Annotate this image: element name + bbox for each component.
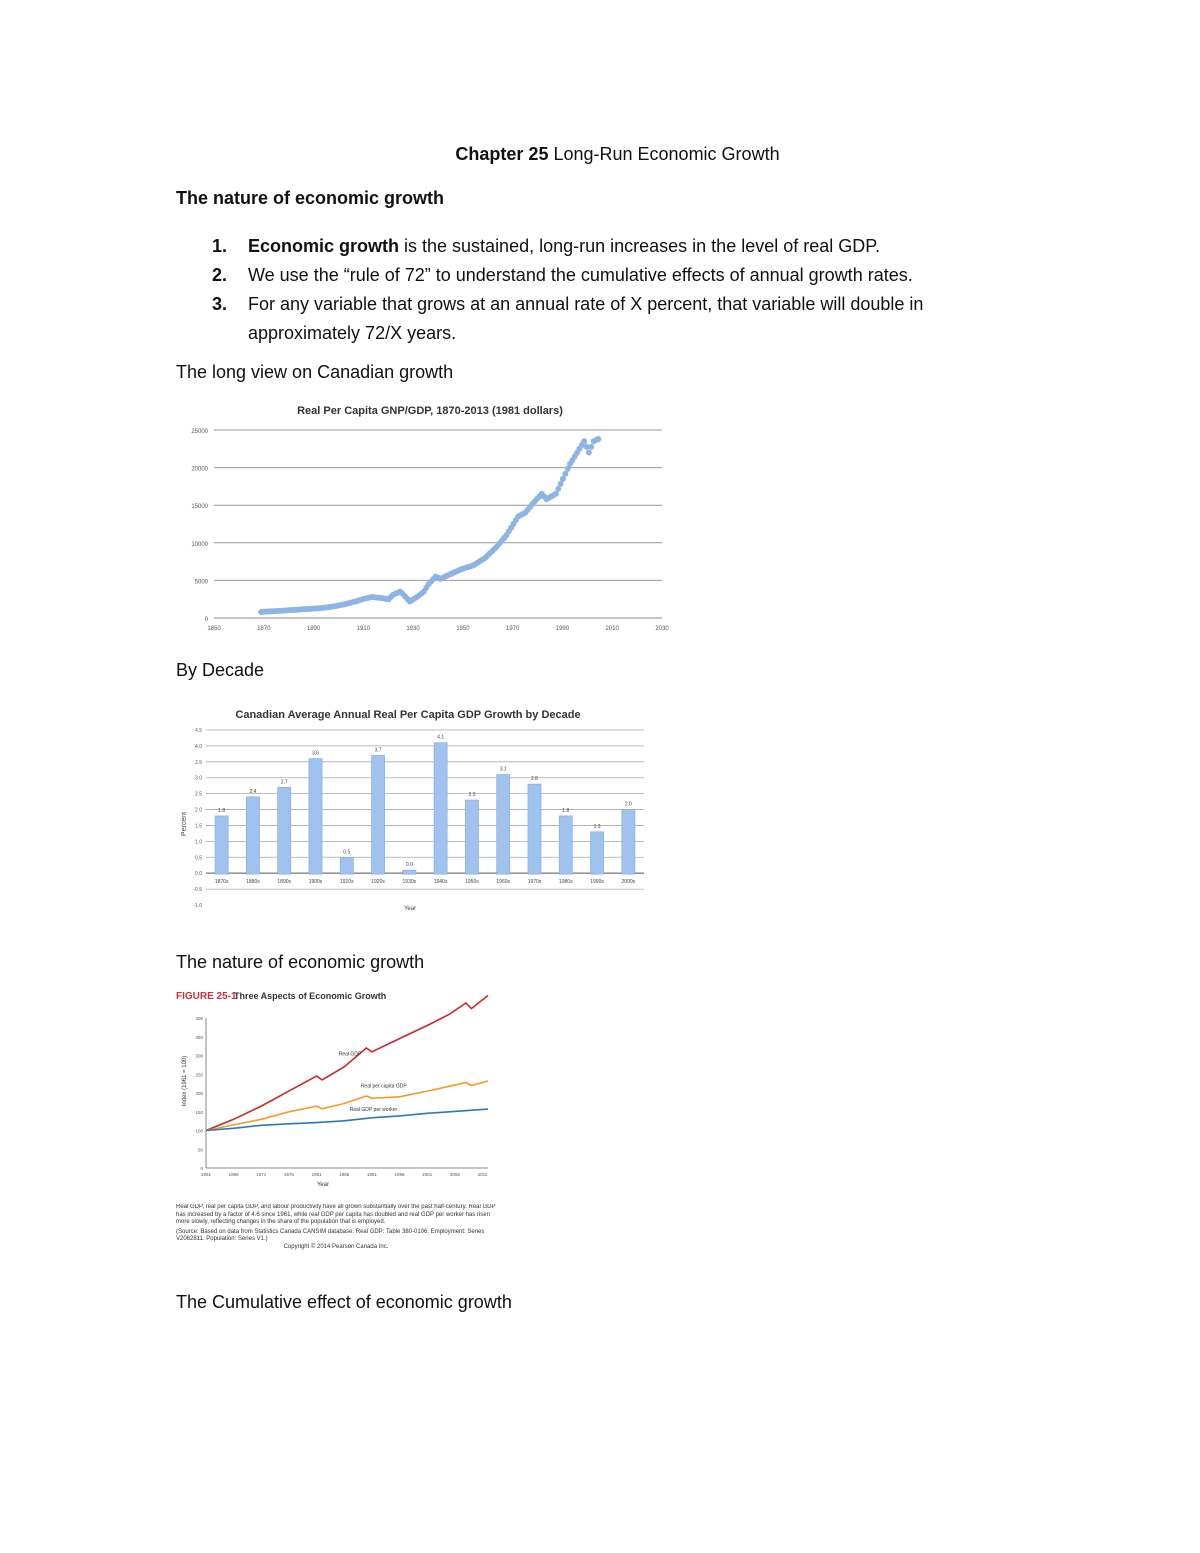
data-point bbox=[595, 436, 601, 442]
x-tick-labels bbox=[201, 1172, 488, 1177]
data-point bbox=[586, 450, 592, 456]
series-label: Real per capita GDP bbox=[360, 1083, 407, 1090]
long-view-heading: The long view on Canadian growth bbox=[176, 362, 454, 382]
list-item bbox=[176, 290, 1016, 348]
category-label: 1930s bbox=[402, 879, 417, 886]
cumulative-heading: The Cumulative effect of economic growth bbox=[176, 1292, 512, 1312]
bar bbox=[591, 832, 604, 874]
series-line bbox=[206, 1081, 488, 1131]
item-text: We use the “rule of 72” to understand the cumulative effects of annual growth rates. bbox=[248, 265, 913, 285]
item-number: 3. bbox=[212, 294, 228, 314]
y-tick-label: 2.5 bbox=[195, 791, 202, 798]
x-tick-label: 1966 bbox=[228, 1172, 239, 1177]
category-label: 1990s bbox=[590, 879, 604, 886]
y-tick-label: 3.5 bbox=[195, 759, 202, 766]
category-label: 1950s bbox=[465, 879, 479, 886]
data-label: 2.0 bbox=[624, 801, 632, 808]
title-rest: Long-Run Economic Growth bbox=[548, 144, 780, 164]
y-tick-labels bbox=[191, 429, 208, 623]
x-tick-label: 2011 bbox=[477, 1172, 488, 1177]
bars bbox=[215, 735, 636, 885]
series-label: Real GDP per worker bbox=[349, 1107, 398, 1113]
section-heading-nature: The nature of economic growth bbox=[176, 188, 445, 208]
item-text: For any variable that grows at an annual rate of X percent, that variable will double in approximately 72/X years. bbox=[248, 294, 924, 343]
gridlines bbox=[214, 430, 662, 618]
y-tick-labels bbox=[195, 1016, 203, 1171]
y-tick-labels bbox=[193, 728, 202, 909]
list-item bbox=[176, 232, 1016, 261]
y-tick-label: 0 bbox=[204, 617, 208, 623]
category-label: 1980s bbox=[558, 879, 573, 886]
y-tick-label: 50 bbox=[197, 1147, 203, 1153]
category-label: 1900s bbox=[308, 879, 323, 886]
y-tick-label: 400 bbox=[195, 1016, 203, 1021]
data-point bbox=[588, 444, 594, 450]
y-axis-label: Percent bbox=[181, 811, 188, 837]
category-label: 1910s bbox=[339, 879, 354, 886]
x-tick-label: 1961 bbox=[200, 1172, 212, 1177]
category-label: 1970s bbox=[527, 879, 542, 886]
bar bbox=[528, 784, 541, 874]
data-label: 4.1 bbox=[437, 734, 445, 741]
bar bbox=[215, 816, 228, 874]
y-tick-label: 4.0 bbox=[195, 743, 202, 750]
title-chapter: Chapter 25 bbox=[455, 144, 549, 164]
y-tick-label: 150 bbox=[195, 1109, 203, 1115]
gridlines bbox=[206, 730, 644, 889]
data-label: 2.3 bbox=[468, 792, 476, 798]
axes bbox=[206, 1018, 488, 1168]
y-tick-label: 0 bbox=[200, 1166, 203, 1171]
x-tick-label: 1996 bbox=[394, 1172, 405, 1177]
data-point bbox=[581, 438, 587, 444]
figure-copyright: Copyright © 2014 Pearson Canada Inc. bbox=[283, 1243, 389, 1250]
data-label: 3.6 bbox=[312, 750, 319, 757]
item-text: is the sustained, long-run increases in the level of real GDP. bbox=[399, 236, 880, 256]
x-axis-label: Year bbox=[403, 906, 417, 912]
y-tick-label: 0.0 bbox=[195, 871, 202, 878]
series-labels bbox=[339, 1052, 408, 1114]
data-label: 1.3 bbox=[593, 823, 601, 830]
by-decade-heading: By Decade bbox=[176, 660, 265, 680]
y-tick-label: 350 bbox=[195, 1034, 203, 1040]
y-tick-label: 10000 bbox=[191, 541, 208, 548]
x-tick-label: 1991 bbox=[366, 1172, 377, 1177]
x-tick-label: 1930 bbox=[406, 626, 420, 632]
gdp-scatter-chart bbox=[190, 398, 680, 638]
bar bbox=[246, 797, 259, 874]
category-label: 1960s bbox=[496, 879, 511, 886]
y-tick-label: 200 bbox=[195, 1091, 203, 1096]
category-label: 1880s bbox=[246, 879, 260, 886]
series-lines bbox=[206, 996, 488, 1131]
data-label: 1.8 bbox=[562, 807, 570, 814]
y-tick-label: 0.5 bbox=[195, 855, 202, 862]
data-label: 0.5 bbox=[343, 849, 351, 856]
y-tick-label: -1.0 bbox=[193, 903, 202, 909]
x-tick-label: 1910 bbox=[356, 626, 371, 632]
bar bbox=[465, 800, 478, 874]
data-points bbox=[258, 436, 601, 615]
category-label: 1870s bbox=[214, 879, 229, 886]
item-bold-term: Economic growth bbox=[248, 236, 400, 256]
figure-title: Three Aspects of Economic Growth bbox=[234, 991, 387, 1001]
page-title bbox=[0, 144, 1200, 165]
category-label: 1890s bbox=[277, 879, 292, 886]
data-label: 3.7 bbox=[374, 747, 382, 754]
y-tick-label: 300 bbox=[195, 1053, 203, 1059]
x-tick-label: 1981 bbox=[311, 1172, 322, 1177]
y-tick-label: -0.5 bbox=[193, 887, 202, 894]
x-tick-label: 1976 bbox=[283, 1172, 294, 1177]
figure-label: FIGURE 25-1 bbox=[176, 991, 237, 1002]
decade-bar-chart bbox=[176, 700, 652, 924]
chart-title: Canadian Average Annual Real Per Capita GDP Growth by Decade bbox=[235, 709, 581, 721]
bar bbox=[372, 755, 385, 874]
y-tick-label: 100 bbox=[195, 1128, 203, 1134]
series-label: Real GDP bbox=[338, 1051, 362, 1058]
x-tick-label: 1950 bbox=[456, 626, 470, 632]
bar bbox=[309, 759, 322, 875]
x-tick-label: 1971 bbox=[256, 1172, 267, 1177]
x-tick-label: 1990 bbox=[555, 626, 570, 632]
series-line bbox=[206, 996, 488, 1131]
x-axis-label: Year bbox=[316, 1182, 330, 1188]
x-tick-label: 2006 bbox=[449, 1172, 460, 1177]
x-tick-labels bbox=[207, 626, 669, 632]
bar bbox=[622, 810, 635, 875]
bar bbox=[434, 743, 447, 874]
growth-points-list bbox=[176, 232, 1016, 348]
figure-caption: Real GDP, real per capita GDP, and labour productivity have all grown substantially over the past half-century. Real GDP has increased by a factor of 4.6 since 1961, while real GDP per capita has doubled and real GDP per worker has risen more slowly, reflecting changes in the share of the population that is employed. bbox=[176, 1204, 496, 1225]
bar bbox=[559, 816, 572, 874]
bar bbox=[403, 870, 416, 874]
y-tick-label: 3.0 bbox=[195, 775, 202, 782]
y-tick-label: 1.0 bbox=[195, 839, 202, 846]
y-axis-label: Index (1961 = 100) bbox=[182, 1055, 188, 1107]
y-tick-label: 20000 bbox=[191, 466, 208, 473]
y-tick-label: 5000 bbox=[194, 579, 208, 586]
data-label: 2.4 bbox=[249, 788, 257, 795]
y-tick-label: 2.0 bbox=[195, 807, 202, 814]
x-tick-label: 1890 bbox=[306, 626, 321, 632]
data-label: 0.0 bbox=[405, 862, 413, 869]
y-tick-label: 4.5 bbox=[195, 728, 202, 734]
data-label: 2.8 bbox=[531, 776, 538, 783]
y-tick-label: 15000 bbox=[191, 504, 208, 511]
chart-title: Real Per Capita GNP/GDP, 1870-2013 (1981 dollars) bbox=[297, 405, 563, 417]
data-label: 2.7 bbox=[280, 779, 288, 786]
x-tick-label: 1850 bbox=[207, 626, 221, 632]
data-label: 3.1 bbox=[499, 766, 507, 773]
item-number: 1. bbox=[212, 236, 228, 256]
x-tick-label: 1870 bbox=[257, 626, 271, 632]
y-tick-label: 25000 bbox=[191, 429, 208, 435]
bar bbox=[278, 787, 291, 874]
three-aspects-figure bbox=[176, 986, 506, 1272]
x-tick-label: 2010 bbox=[605, 626, 619, 632]
bar bbox=[497, 775, 510, 875]
data-label: 1.8 bbox=[218, 807, 226, 814]
item-number: 2. bbox=[212, 265, 228, 285]
x-tick-label: 2001 bbox=[422, 1172, 433, 1177]
nature-heading: The nature of economic growth bbox=[176, 952, 425, 972]
category-label: 1920s bbox=[371, 879, 385, 886]
y-tick-label: 1.5 bbox=[195, 823, 202, 830]
category-label: 1940s bbox=[433, 879, 448, 886]
category-label: 2000s bbox=[621, 879, 636, 886]
x-tick-label: 1970 bbox=[505, 626, 520, 632]
x-tick-label: 2030 bbox=[655, 626, 669, 632]
figure-source: (Source: Based on data from Statistics Canada CANSIM database. Real GDP: Table 380-0106. Employment: Series V2062811. Population: Series V1.) bbox=[176, 1228, 485, 1242]
bar bbox=[340, 857, 353, 874]
y-tick-label: 250 bbox=[195, 1072, 203, 1078]
list-item bbox=[176, 261, 1016, 290]
x-tick-label: 1986 bbox=[339, 1172, 350, 1177]
